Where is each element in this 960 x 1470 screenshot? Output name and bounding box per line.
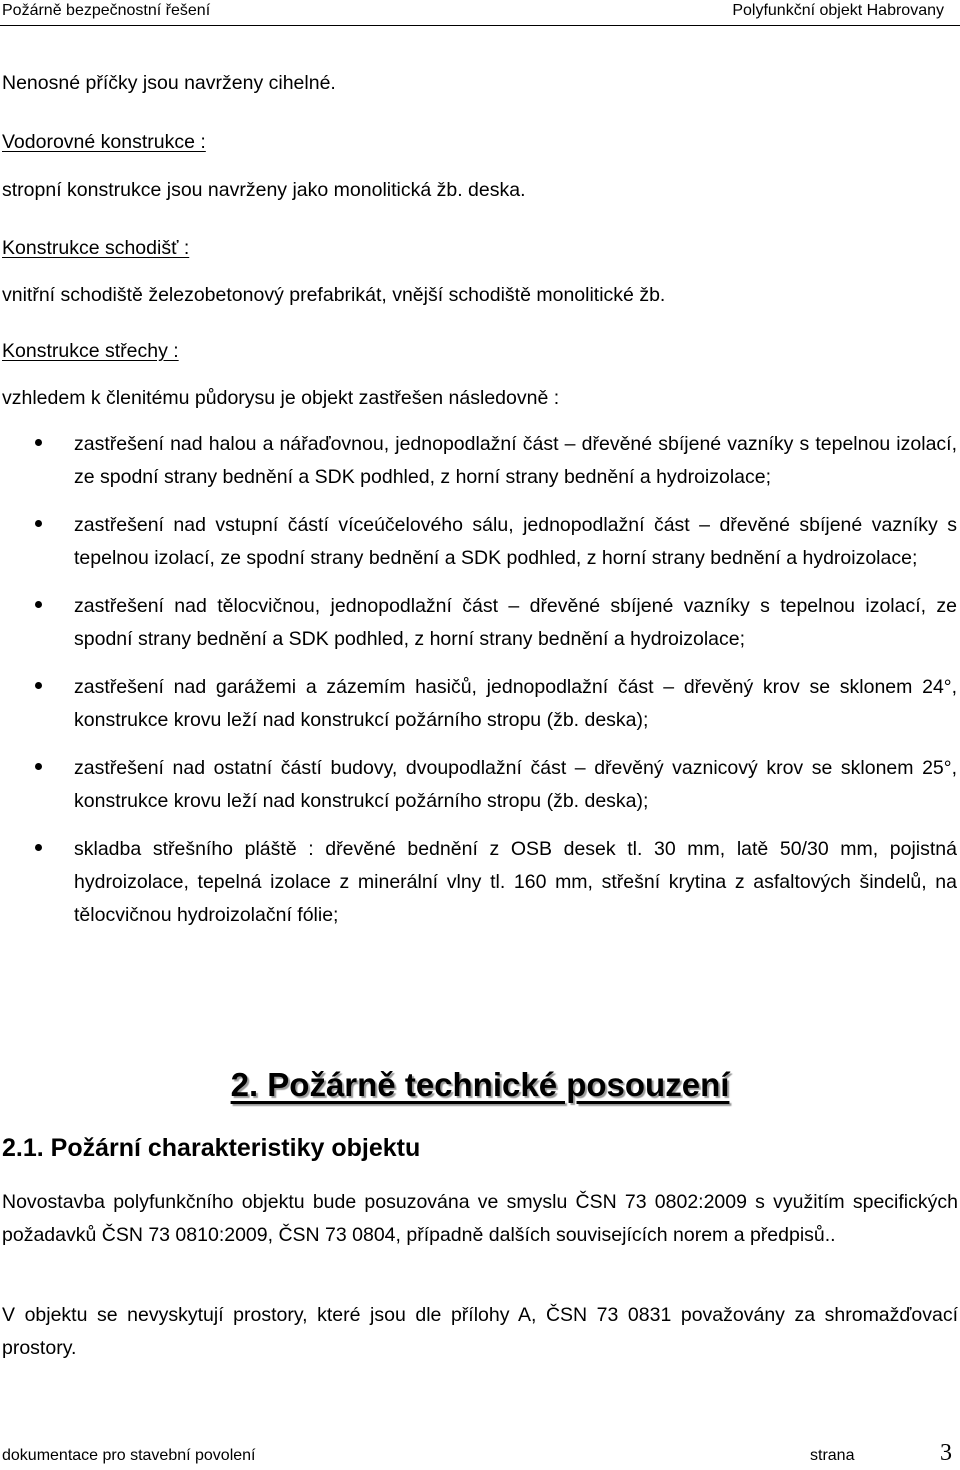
- heading-vodorovne-konstrukce: Vodorovné konstrukce :: [2, 131, 206, 153]
- text-line-stropni: stropní konstrukce jsou navrženy jako monolitická žb. deska.: [2, 179, 526, 201]
- bullet-icon: [35, 520, 42, 527]
- list-item: [0, 590, 960, 656]
- text-line-vzhledem: vzhledem k členitému půdorysu je objekt zastřešen následovně :: [2, 387, 560, 409]
- section-title: 2. Požárně technické posouzení: [230, 1066, 730, 1103]
- bullet-icon: [35, 601, 42, 608]
- list-item-text: zastřešení nad halou a nářaďovnou, jednopodlažní část – dřevěné sbíjené vazníky s tepelnou izolací, ze spodní strany bednění a SDK podhled, z horní strany bednění a hydroizolace;: [74, 433, 957, 488]
- page-number: 3: [940, 1440, 952, 1466]
- list-item-text: zastřešení nad vstupní částí víceúčelového sálu, jednopodlažní část – dřevěné sbíjené vazníky s tepelnou izolací, ze spodní strany bednění a SDK podhled, z horní strany bednění a hydroizolace;: [74, 514, 957, 569]
- list-item: [0, 509, 960, 575]
- roof-bullet-list: [0, 428, 960, 932]
- header-rule: [0, 25, 960, 26]
- list-item: [0, 833, 960, 932]
- text-line-pricky: Nenosné příčky jsou navrženy cihelné.: [2, 72, 336, 94]
- header-right-title: Polyfunkční objekt Habrovany: [732, 2, 944, 19]
- list-item: [0, 752, 960, 818]
- list-item-text: zastřešení nad ostatní částí budovy, dvoupodlažní část – dřevěný vaznicový krov se sklonem 25°, konstrukce krovu leží nad konstrukcí požárního stropu (žb. deska);: [74, 757, 957, 812]
- footer-left-text: dokumentace pro stavební povolení: [2, 1447, 256, 1464]
- list-item-text: skladba střešního pláště : dřevěné bednění z OSB desek tl. 30 mm, latě 50/30 mm, pojistná hydroizolace, tepelná izolace z minerální vlny tl. 160 mm, střešní krytina z asfaltových šindelů, na tělocvičnou hydroizolační fólie;: [74, 838, 957, 926]
- bullet-icon: [35, 439, 42, 446]
- bullet-icon: [35, 682, 42, 689]
- heading-konstrukce-strechy: Konstrukce střechy :: [2, 340, 179, 362]
- footer-strana-label: strana: [810, 1447, 855, 1464]
- heading-konstrukce-schodist: Konstrukce schodišť :: [2, 237, 190, 259]
- bullet-icon: [35, 844, 42, 851]
- list-item-text: zastřešení nad garážemi a zázemím hasičů, jednopodlažní část – dřevěný krov se sklonem 24°, konstrukce krovu leží nad konstrukcí požárního stropu (žb. deska);: [74, 676, 957, 731]
- paragraph-shromazdovaci: V objektu se nevyskytují prostory, které jsou dle přílohy A, ČSN 73 0831 považovány za shromažďovací prostory.: [2, 1304, 958, 1359]
- text-line-schodiste: vnitřní schodiště železobetonový prefabrikát, vnější schodiště monolitické žb.: [2, 284, 666, 306]
- header-left-title: Požárně bezpečnostní řešení: [2, 2, 211, 19]
- bullet-icon: [35, 763, 42, 770]
- paragraph-novostavba: Novostavba polyfunkčního objektu bude posuzována ve smyslu ČSN 73 0802:2009 s využitím specifických požadavků ČSN 73 0810:2009, ČSN 73 0804, případně dalších souvisejících norem a předpisů..: [2, 1191, 958, 1246]
- list-item: [0, 428, 960, 494]
- list-item: [0, 671, 960, 737]
- subsection-title: 2.1. Požární charakteristiky objektu: [2, 1134, 421, 1162]
- list-item-text: zastřešení nad tělocvičnou, jednopodlažní část – dřevěné sbíjené vazníky s tepelnou izolací, ze spodní strany bednění a SDK podhled, z horní strany bednění a hydroizolace;: [74, 595, 957, 650]
